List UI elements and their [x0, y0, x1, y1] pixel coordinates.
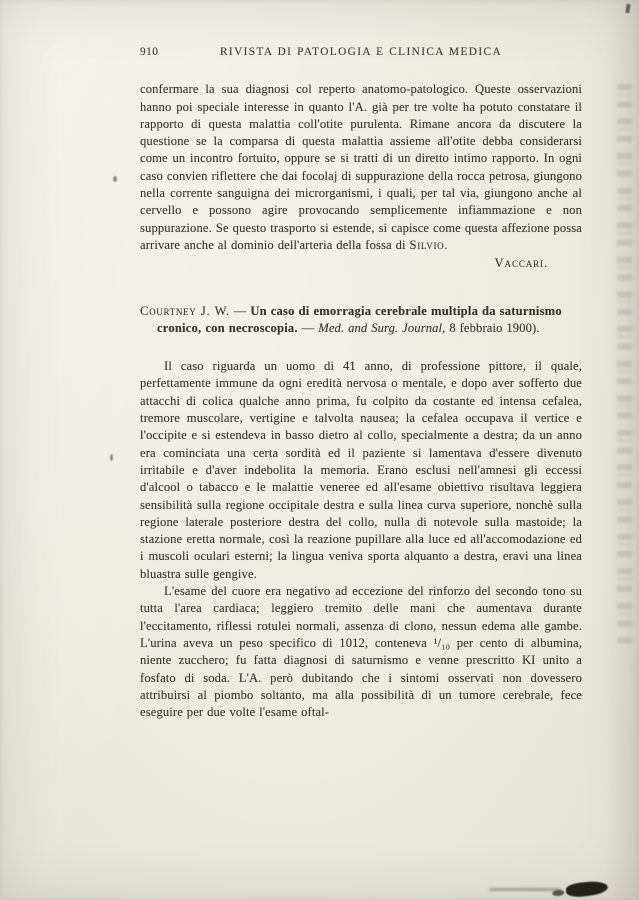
running-head — [140, 44, 582, 61]
article-title: Un caso di emorragia cerebrale multipla da saturnismo cronico, con necroscopia. — [157, 303, 562, 335]
article-date: 8 febbraio 1900). — [445, 320, 540, 335]
ink-streak — [489, 888, 561, 891]
margin-ink-mark — [113, 176, 117, 182]
reverse-page-bleedthrough — [617, 84, 632, 646]
heading-dash-2: — — [297, 320, 319, 335]
previous-article-text: confermare la sua diagnosi col reperto anatomo-patologico. Queste osservazioni hanno poi speciale interesse in quanto l'A. già per tre volte ha potuto constatare il rapporto di questa malattia coll'otite purulenta. Rimane ancora da discutere la questione se la comparsa di questa malattia assieme all'otite debba considerarsi come un incontro fortuito, oppure se si tratti di un diretto intimo rapporto. In ogni caso convien riflettere che dai focolaj di suppurazione della rocca petrosa, giungono nella corrente sanguigna dei microrganismi, i quali, per tal via, giungono anche al cervello e possono agire provocando semplicemente infiammazione e non suppurazione. Se questo trasporto si estende, si capisce come questa affezione possa arrivare anche al dominio dell'arteria della fossa di — [140, 82, 582, 252]
author-signature: Vaccari. — [494, 256, 548, 271]
page-number: 910 — [140, 46, 159, 58]
corner-ink-smudge — [565, 880, 608, 898]
article-heading — [140, 303, 582, 338]
article-paragraph-1: Il caso riguarda un uomo di 41 anno, di professione pittore, il quale, perfettamente immune da ogni eredità nervosa o mentale, e dopo aver sofferto due attacchi di colica qualche anno prima, fu colpito da costante ed intensa cefalea, tremore muscolare, vertigine e talvolta nausea; la cefalea occupava il vertice e l'occipite e si estendeva in basso dietro al collo, specialmente a destra; da un anno era cominciata una certa sordità ed il paziente si lamentava d'essere divenuto irritabile e d'aver indebolita la memoria. Erano esclusi nell'amnesi gli eccessi d'alcool o tabacco e le malattie veneree ed all'esame obiettivo risultava leggiera sensibilità sulla regione occipitale destra e sulla linea curva superiore, nonchè sulla regione laterale posteriore destra del collo, nulla di notevole sulla mastoide; la stazione eretta normale, così la reazione pupillare alla luce ed all'accomodazione ed i muscoli oculari esterni; la lingua veniva sporta alquanto a destra, eravi una linea bluastra sulle gengive. — [140, 359, 582, 581]
previous-article-closing-paragraph — [140, 81, 582, 254]
article-journal-reference: Med. and Surg. Journal, — [318, 320, 446, 335]
previous-article-final-period: . — [444, 237, 448, 252]
running-title: RIVISTA DI PATOLOGIA E CLINICA MEDICA — [219, 46, 503, 58]
text-column — [140, 44, 582, 721]
silvio-smallcaps-name: Silvio — [409, 237, 445, 252]
edge-ink-artifact — [625, 4, 630, 13]
article-paragraph-2: L'esame del cuore era negativo ad eccezione del rinforzo del secondo tono su tutta l'area cardiaca; leggiero tremito delle mani che aumentava durante l'eccitamento, riflessi rotulei normali, assenza di clono, nessun edema alle gambe. L'urina aveva un peso specifico di 1012, conteneva ¹/₁₀ per cento di albumina, niente zucchero; fu fatta diagnosi di saturnismo e venne prescritto KI unito a fosfato di soda. L'A. però dubitando che i sintomi osservati non dovessero attribuirsi al piombo soltanto, ma alla possibilità di un tumore cerebrale, fece eseguire per due volte l'esame oftal- — [140, 584, 582, 720]
article-author: Courtney J. W. — [140, 303, 230, 318]
heading-dash-1: — — [229, 303, 251, 318]
margin-ink-mark — [110, 454, 113, 461]
